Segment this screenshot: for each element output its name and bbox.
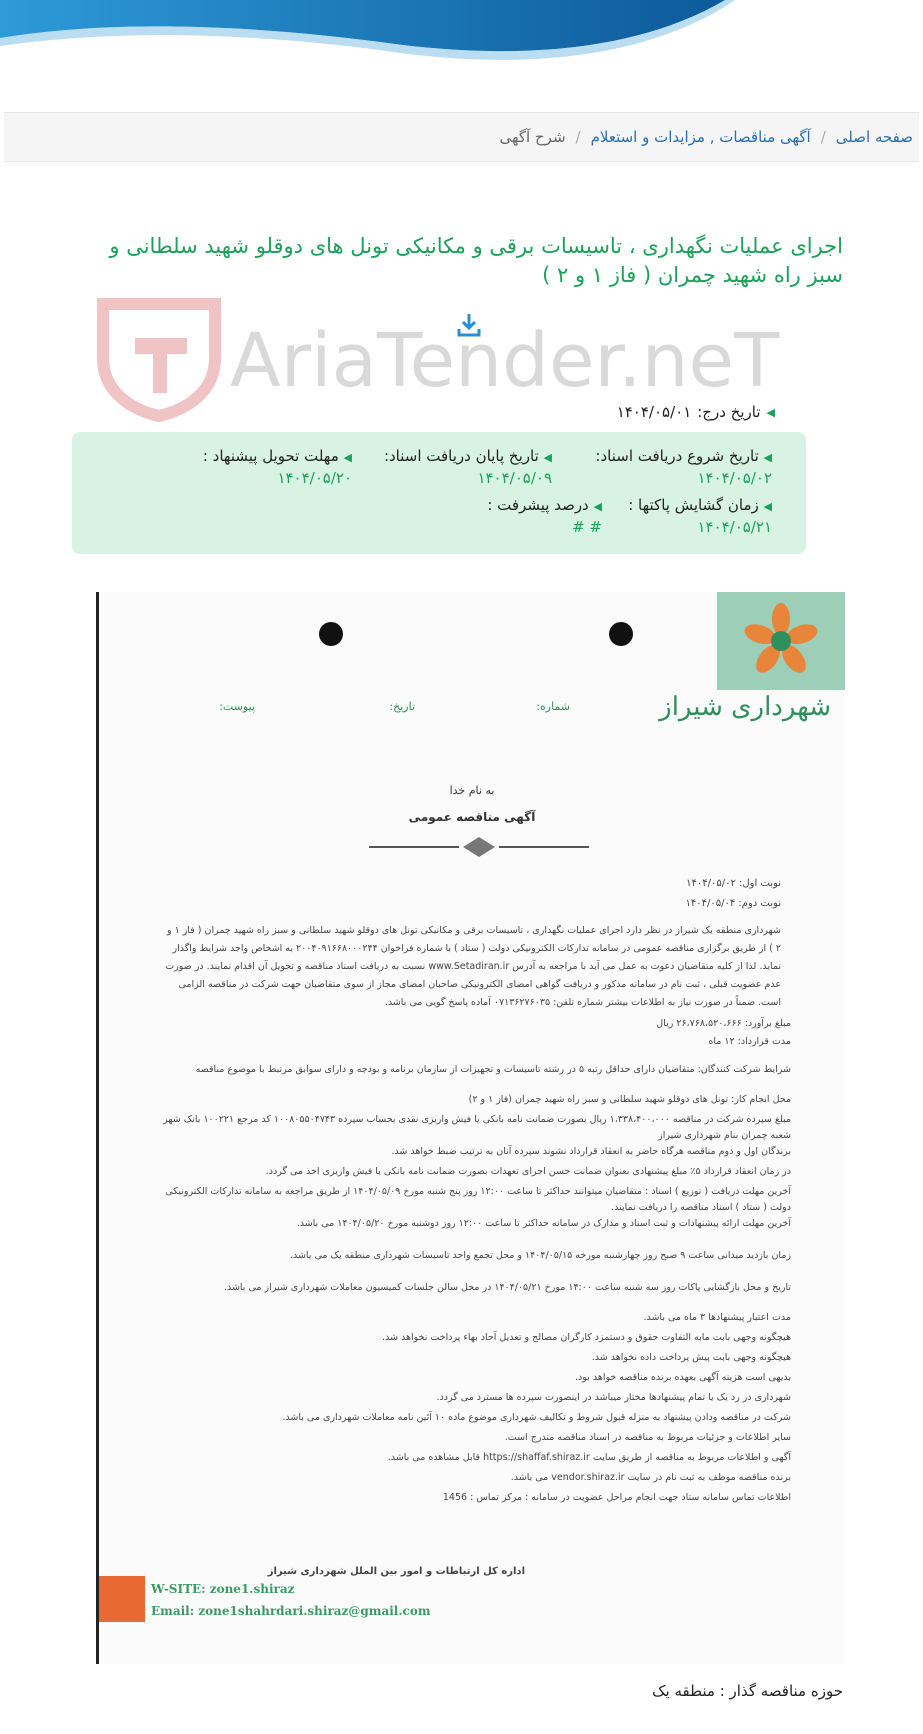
breadcrumb-current: شرح آگهی	[499, 128, 566, 146]
breadcrumb-tenders-link[interactable]: آگهی مناقصات , مزایدات و استعلام	[590, 128, 811, 146]
doc-item: برنده مناقصه موظف به ثبت نام در سایت vendor.shiraz.ir می باشد.	[510, 1472, 791, 1483]
opening-date-label: زمان گشایش پاکتها :	[628, 496, 759, 514]
doc-item: مبلغ سپرده شرکت در مناقصه ۱،۳۳۸،۴۰۰،۰۰۰ ریال بصورت ضمانت نامه بانکی یا فیش واریزی نقدی بحساب سپرده ۱۰۰۸۰۵۵۰۴۷۴۳ کد مرجع ۱۰۰۲۲۱ بانک شهر شعبه چمران بنام شهرداری شیراز	[163, 1114, 791, 1141]
doc-item: آخرین مهلت ارائه پیشنهادات و ثبت اسناد و مدارک در سامانه حداکثر تا ساعت ۱۲:۰۰ روز دوشنبه مورخ ۱۴۰۴/۰۵/۲۰ می باشد.	[296, 1218, 791, 1229]
doc-item: سایر اطلاعات و جزئیات مربوط به مناقصه در اسناد مناقصه مندرج است.	[504, 1432, 791, 1443]
doc-website: W-SITE: zone1.shiraz	[151, 1582, 295, 1596]
punch-hole	[609, 622, 633, 646]
end-date-cell	[384, 447, 552, 487]
publish-date-row	[617, 403, 775, 421]
doc-intro: شهرداری منطقه یک شیراز در نظر دارد اجرای عملیات نگهداری ، تاسیسات برقی و مکانیکی تونل های دوقلو شهید سلطانی و سبز راه شهید چمران ( فاز ۱ و ۲ ) از طریق برگزاری مناقصه عمومی در سامانه تدارکات الکترونیکی دولت ( ستاد ) با شماره فراخوان ۲۰۰۴۰۹۱۶۶۸۰۰۰۲۴۴ به اشخاص واجد شرایط واگذار نماید. لذا از کلیه متقاضیان دعوت به عمل می آید با مراجعه به آدرس www.Setadiran.ir نسبت به دریافت اسناد مناقصه و تحویل آن اقدام نمایند. در صورت عدم عضویت قبلی ، ثبت نام در سامانه مذکور و دریافت گواهی امضای الکترونیکی صاحبان امضای مجاز از سوی متقاضیان جهت شرکت در مناقصه الزامی است. ضمناً در صورت نیاز به اطلاعات بیشتر شماره تلفن: ۰۷۱۳۶۲۷۶۰۳۵ آماده پاسخ گویی می باشد.	[165, 925, 781, 1008]
doc-item: مدت قرارداد: ۱۲ ماه	[708, 1036, 791, 1047]
doc-item: در زمان انعقاد قرارداد ۵٪ مبلغ پیشنهادی بعنوان ضمانت حسن اجرای تعهدات بصورت ضمانت نامه بانکی یا فیش واریزی اخذ می گردد.	[265, 1166, 791, 1177]
end-date-label: تاریخ پایان دریافت اسناد:	[383, 447, 539, 465]
start-date-cell	[595, 447, 772, 487]
triangle-icon: ◀	[343, 451, 352, 464]
progress-cell	[487, 496, 602, 536]
end-date-value: ۱۴۰۴/۰۵/۰۹	[477, 469, 552, 487]
header-wave	[0, 0, 923, 70]
doc-number-label: شماره:	[536, 700, 570, 713]
punch-hole	[319, 622, 343, 646]
doc-item: محل انجام کار: تونل های دوقلو شهید سلطانی و سبز راه شهید چمران (فاز ۱ و ۲)	[468, 1094, 791, 1105]
doc-item: هیچگونه وجهی بابت مابه التفاوت حقوق و دستمزد کارگران مصالح و تعدیل آحاد بهاء پرداخت نخواهد شد.	[382, 1332, 791, 1343]
triangle-icon: ◀	[766, 405, 775, 419]
shiraz-municipality-logo	[717, 592, 845, 690]
download-icon[interactable]	[456, 312, 482, 338]
doc-date-label: تاریخ:	[389, 700, 415, 713]
triangle-icon: ◀	[543, 451, 552, 464]
doc-item: بدیهی است هزینه آگهی بعهده برنده مناقصه خواهد بود.	[575, 1372, 791, 1383]
doc-attachment-label: پیوست:	[219, 700, 255, 713]
tender-title: اجرای عملیات نگهداری ، تاسیسات برقی و مکانیکی تونل های دوقلو شهید سلطانی و سبز راه شهید چمران ( فاز ۱ و ۲ )	[109, 234, 843, 287]
deadline-value: ۱۴۰۴/۰۵/۲۰	[277, 469, 352, 487]
doc-item: مدت اعتبار پیشنهادها ۳ ماه می باشد.	[643, 1312, 791, 1323]
tender-document-image	[96, 592, 845, 1664]
watermark-text: AriaTender.neT	[230, 318, 780, 404]
breadcrumb	[4, 112, 919, 162]
triangle-icon: ◀	[763, 500, 772, 513]
start-date-value: ۱۴۰۴/۰۵/۰۲	[697, 469, 772, 487]
doc-item: برندگان اول و دوم مناقصه هرگاه حاضر به انعقاد قرارداد نشوند سپرده آنان به ترتیب ضبط خواهد شد.	[391, 1146, 791, 1157]
doc-item: هیچگونه وجهی بابت پیش پرداخت داده نخواهد شد.	[591, 1352, 791, 1363]
doc-item: مبلغ برآورد: ۲۶،۷۶۸،۵۲۰،۶۶۶ ریال	[656, 1018, 791, 1029]
basmala: به نام خدا	[449, 784, 495, 797]
orange-square	[99, 1576, 145, 1622]
opening-date-value: ۱۴۰۴/۰۵/۲۱	[697, 518, 772, 536]
progress-label: درصد پیشرفت :	[487, 496, 589, 514]
start-date-label: تاریخ شروع دریافت اسناد:	[595, 447, 759, 465]
triangle-icon: ◀	[593, 500, 602, 513]
doc-item: تاریخ و محل بازگشایی پاکات روز سه شنبه ساعت ۱۴:۰۰ مورخ ۱۴۰۴/۰۵/۲۱ در محل سالن جلسات کمیسیون معاملات شهرداری شیراز می باشد.	[223, 1282, 791, 1293]
publish-date-value: ۱۴۰۴/۰۵/۰۱	[616, 403, 692, 421]
breadcrumb-home-link[interactable]: صفحه اصلی	[835, 128, 913, 146]
doc-email: Email: zone1shahrdari.shiraz@gmail.com	[151, 1604, 431, 1618]
doc-heading: آگهی مناقصه عمومی	[408, 810, 536, 824]
doc-item: آخرین مهلت دریافت ( توزیع ) اسناد : متقاضیان میتوانند حداکثر تا ساعت ۱۲:۰۰ روز پنج شنبه مورخ ۱۴۰۴/۰۵/۰۹ از طریق مراجعه به سامانه تدارکات الکترونیکی دولت ( ستاد ) اسناد مناقصه را دریافت نمایند.	[165, 1186, 791, 1213]
doc-item: اطلاعات تماس سامانه ستاد جهت انجام مراحل عضویت در سامانه : مرکز تماس : 1456	[442, 1492, 791, 1503]
doc-item: زمان بازدید میدانی ساعت ۹ صبح روز چهارشنبه مورخه ۱۴۰۴/۰۵/۱۵ و محل تجمع واحد تاسیسات شهرداری منطقه یک می باشد.	[289, 1250, 791, 1261]
doc-item: آگهی و اطلاعات مربوط به مناقصه از طریق سایت https://shaffaf.shiraz.ir قابل مشاهده می باشد.	[387, 1452, 791, 1463]
deadline-label: مهلت تحویل پیشنهاد :	[202, 447, 339, 465]
doc-item: شهرداری در رد یک یا تمام پیشنهادها مختار میباشد در اینصورت سپرده ها مسترد می گردد.	[436, 1392, 791, 1403]
breadcrumb-separator: /	[820, 128, 826, 146]
round-2: نوبت دوم: ۱۴۰۴/۰۵/۰۴	[685, 898, 781, 909]
doc-signature: اداره کل ارتباطات و امور بین الملل شهرداری شیراز	[267, 1566, 525, 1577]
triangle-icon: ◀	[763, 451, 772, 464]
opening-date-cell	[628, 496, 772, 536]
publish-date-label: تاریخ درج:	[697, 403, 761, 421]
tender-info-box	[72, 432, 806, 554]
ornament-divider	[369, 836, 589, 858]
round-1: نوبت اول: ۱۴۰۴/۰۵/۰۲	[686, 878, 781, 889]
tender-organizer: حوزه مناقصه گذار : منطقه یک	[652, 1682, 843, 1700]
doc-item: شرایط شرکت کنندگان: متقاضیان دارای حداقل رتبه ۵ در رشته تاسیسات و تجهیزات از سازمان برنامه و بودجه و دارای سوابق مرتبط با موضوع مناقصه	[195, 1064, 791, 1075]
org-name: شهرداری شیراز	[659, 692, 831, 722]
deadline-cell	[203, 447, 352, 487]
doc-item: شرکت در مناقصه ودادن پیشنهاد به منزله قبول شروط و تکالیف شهرداری موضوع ماده ۱۰ آئین نامه معاملات شهرداری می باشد.	[282, 1412, 791, 1423]
breadcrumb-separator: /	[575, 128, 581, 146]
progress-value: # #	[572, 518, 602, 536]
